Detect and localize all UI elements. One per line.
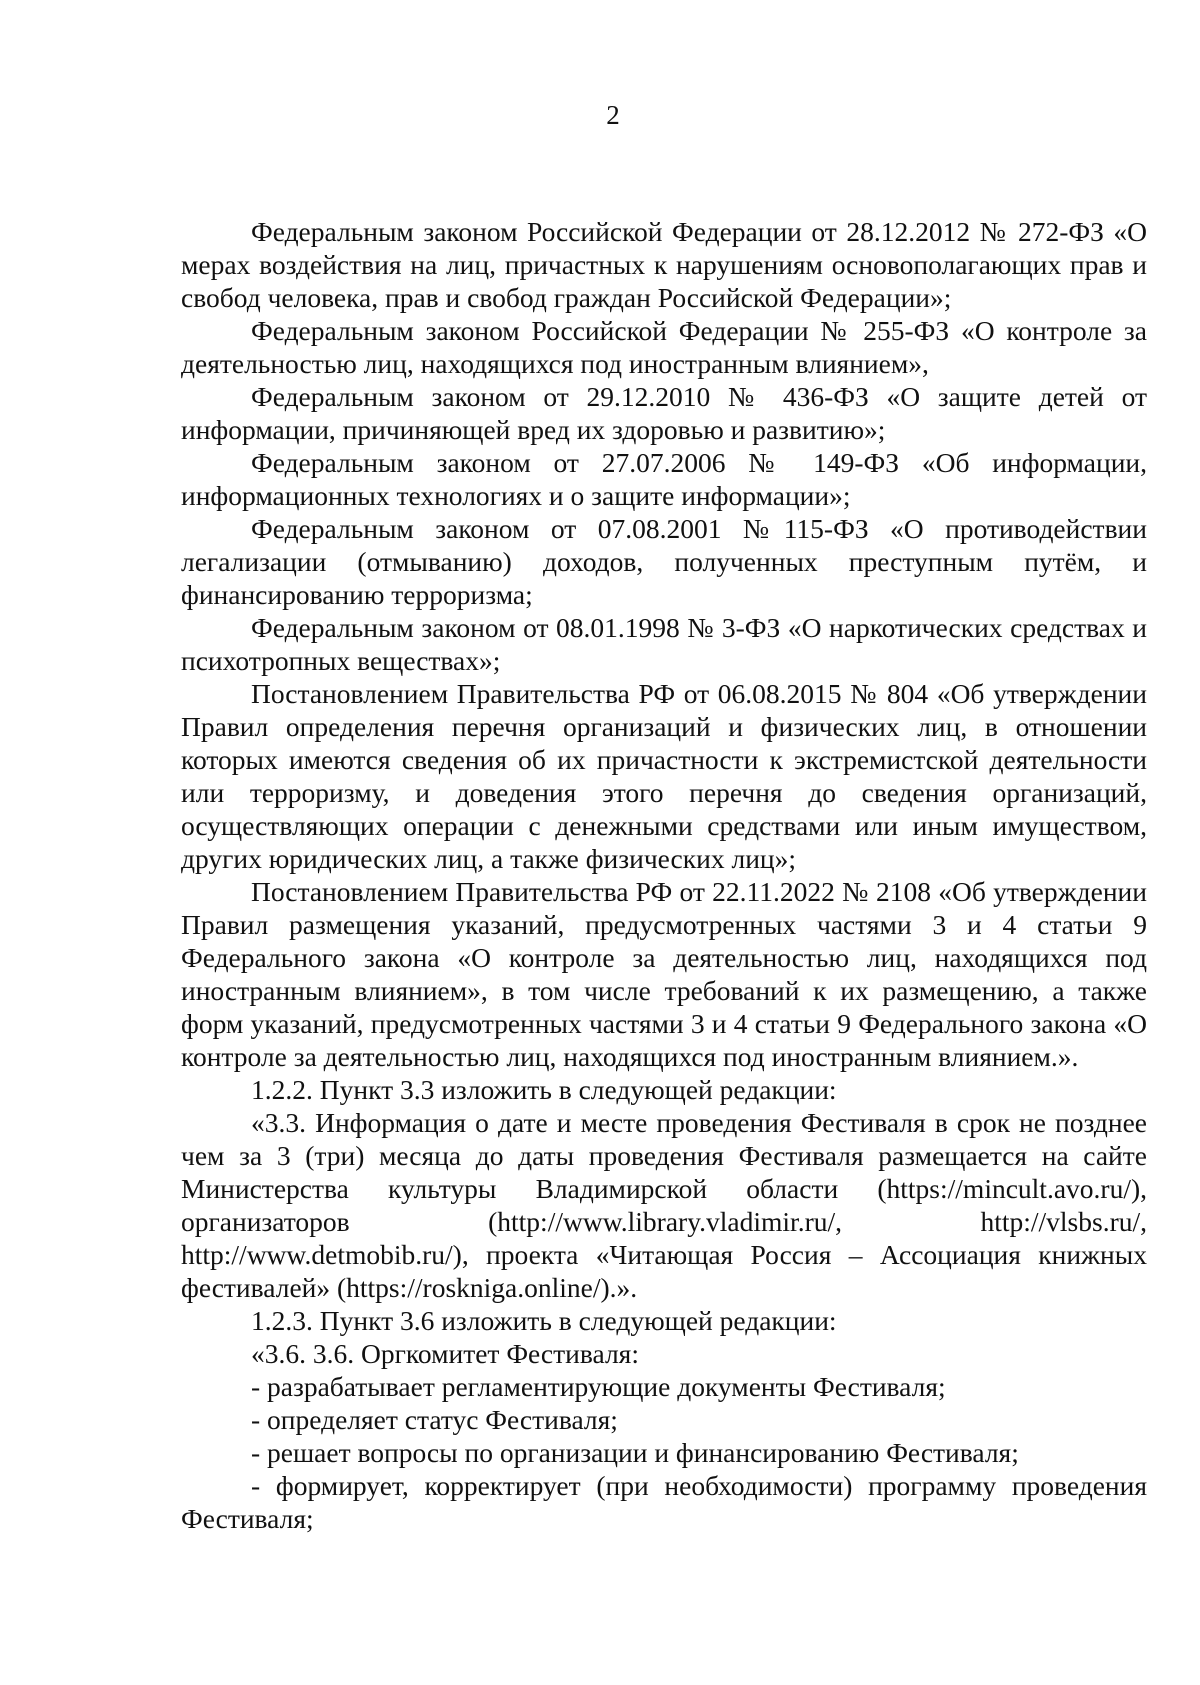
paragraph-law-3: Федеральным законом от 08.01.1998 № 3-ФЗ «О наркотических средствах и психотропных веществах»;: [181, 612, 1147, 676]
paragraph-resolution-804: Постановлением Правительства РФ от 06.08.2015 № 804 «Об утверждении Правил определения перечня организаций и физических лиц, в отношении которых имеются сведения об их причастности к экстремистской деятельности или терроризму, и доведения этого перечня до сведения организаций, осуществляющих операции с денежными средствами или иным имуществом, других юридических лиц, а также физических лиц»;: [181, 678, 1147, 874]
paragraph-item-3-6: «3.6. 3.6. Оргкомитет Фестиваля:: [251, 1338, 639, 1369]
paragraph-law-255: Федеральным законом Российской Федерации № 255-ФЗ «О контроле за деятельностью лиц, находящихся под иностранным влиянием»,: [181, 315, 1147, 379]
paragraph-item-3-3: «3.3. Информация о дате и месте проведения Фестиваля в срок не позднее чем за 3 (три) месяца до даты проведения Фестиваля размещается на сайте Министерства культуры Владимирской области (https://mincult.avo.ru/), организаторов (http://www.library.vladimir.ru/, http://vlsbs.ru/, http://www.detmobib.ru/), проекта «Читающая Россия – Ассоциация книжных фестивалей» (https://roskniga.online/).».: [181, 1107, 1147, 1303]
list-item-status: - определяет статус Фестиваля;: [251, 1404, 618, 1435]
document-body: [181, 215, 1147, 1535]
paragraph-item-1-2-2: 1.2.2. Пункт 3.3 изложить в следующей редакции:: [251, 1074, 837, 1105]
paragraph-item-1-2-3: 1.2.3. Пункт 3.6 изложить в следующей редакции:: [251, 1305, 837, 1336]
list-item-documents: - разрабатывает регламентирующие документы Фестиваля;: [251, 1371, 946, 1402]
list-item-financing: - решает вопросы по организации и финансированию Фестиваля;: [251, 1437, 1019, 1468]
paragraph-law-149: Федеральным законом от 27.07.2006 № 149-ФЗ «Об информации, информационных технологиях и о защите информации»;: [181, 447, 1147, 511]
paragraph-law-272: Федеральным законом Российской Федерации от 28.12.2012 № 272-ФЗ «О мерах воздействия на лиц, причастных к нарушениям основополагающих прав и свобод человека, прав и свобод граждан Российской Федерации»;: [181, 216, 1147, 313]
list-item-program: - формирует, корректирует (при необходимости) программу проведения Фестиваля;: [181, 1470, 1147, 1534]
paragraph-law-115: Федеральным законом от 07.08.2001 №115-ФЗ «О противодействии легализации (отмыванию) доходов, полученных преступным путём, и финансированию терроризма;: [181, 513, 1147, 610]
page-number: 2: [606, 100, 620, 130]
paragraph-law-436: Федеральным законом от 29.12.2010 № 436-ФЗ «О защите детей от информации, причиняющей вред их здоровью и развитию»;: [181, 381, 1147, 445]
paragraph-resolution-2108: Постановлением Правительства РФ от 22.11.2022 № 2108 «Об утверждении Правил размещения указаний, предусмотренных частями 3 и 4 статьи 9 Федерального закона «О контроле за деятельностью лиц, находящихся под иностранным влиянием», в том числе требований к их размещению, а также форм указаний, предусмотренных частями 3 и 4 статьи 9 Федерального закона «О контроле за деятельностью лиц, находящихся под иностранным влиянием.».: [181, 876, 1147, 1072]
